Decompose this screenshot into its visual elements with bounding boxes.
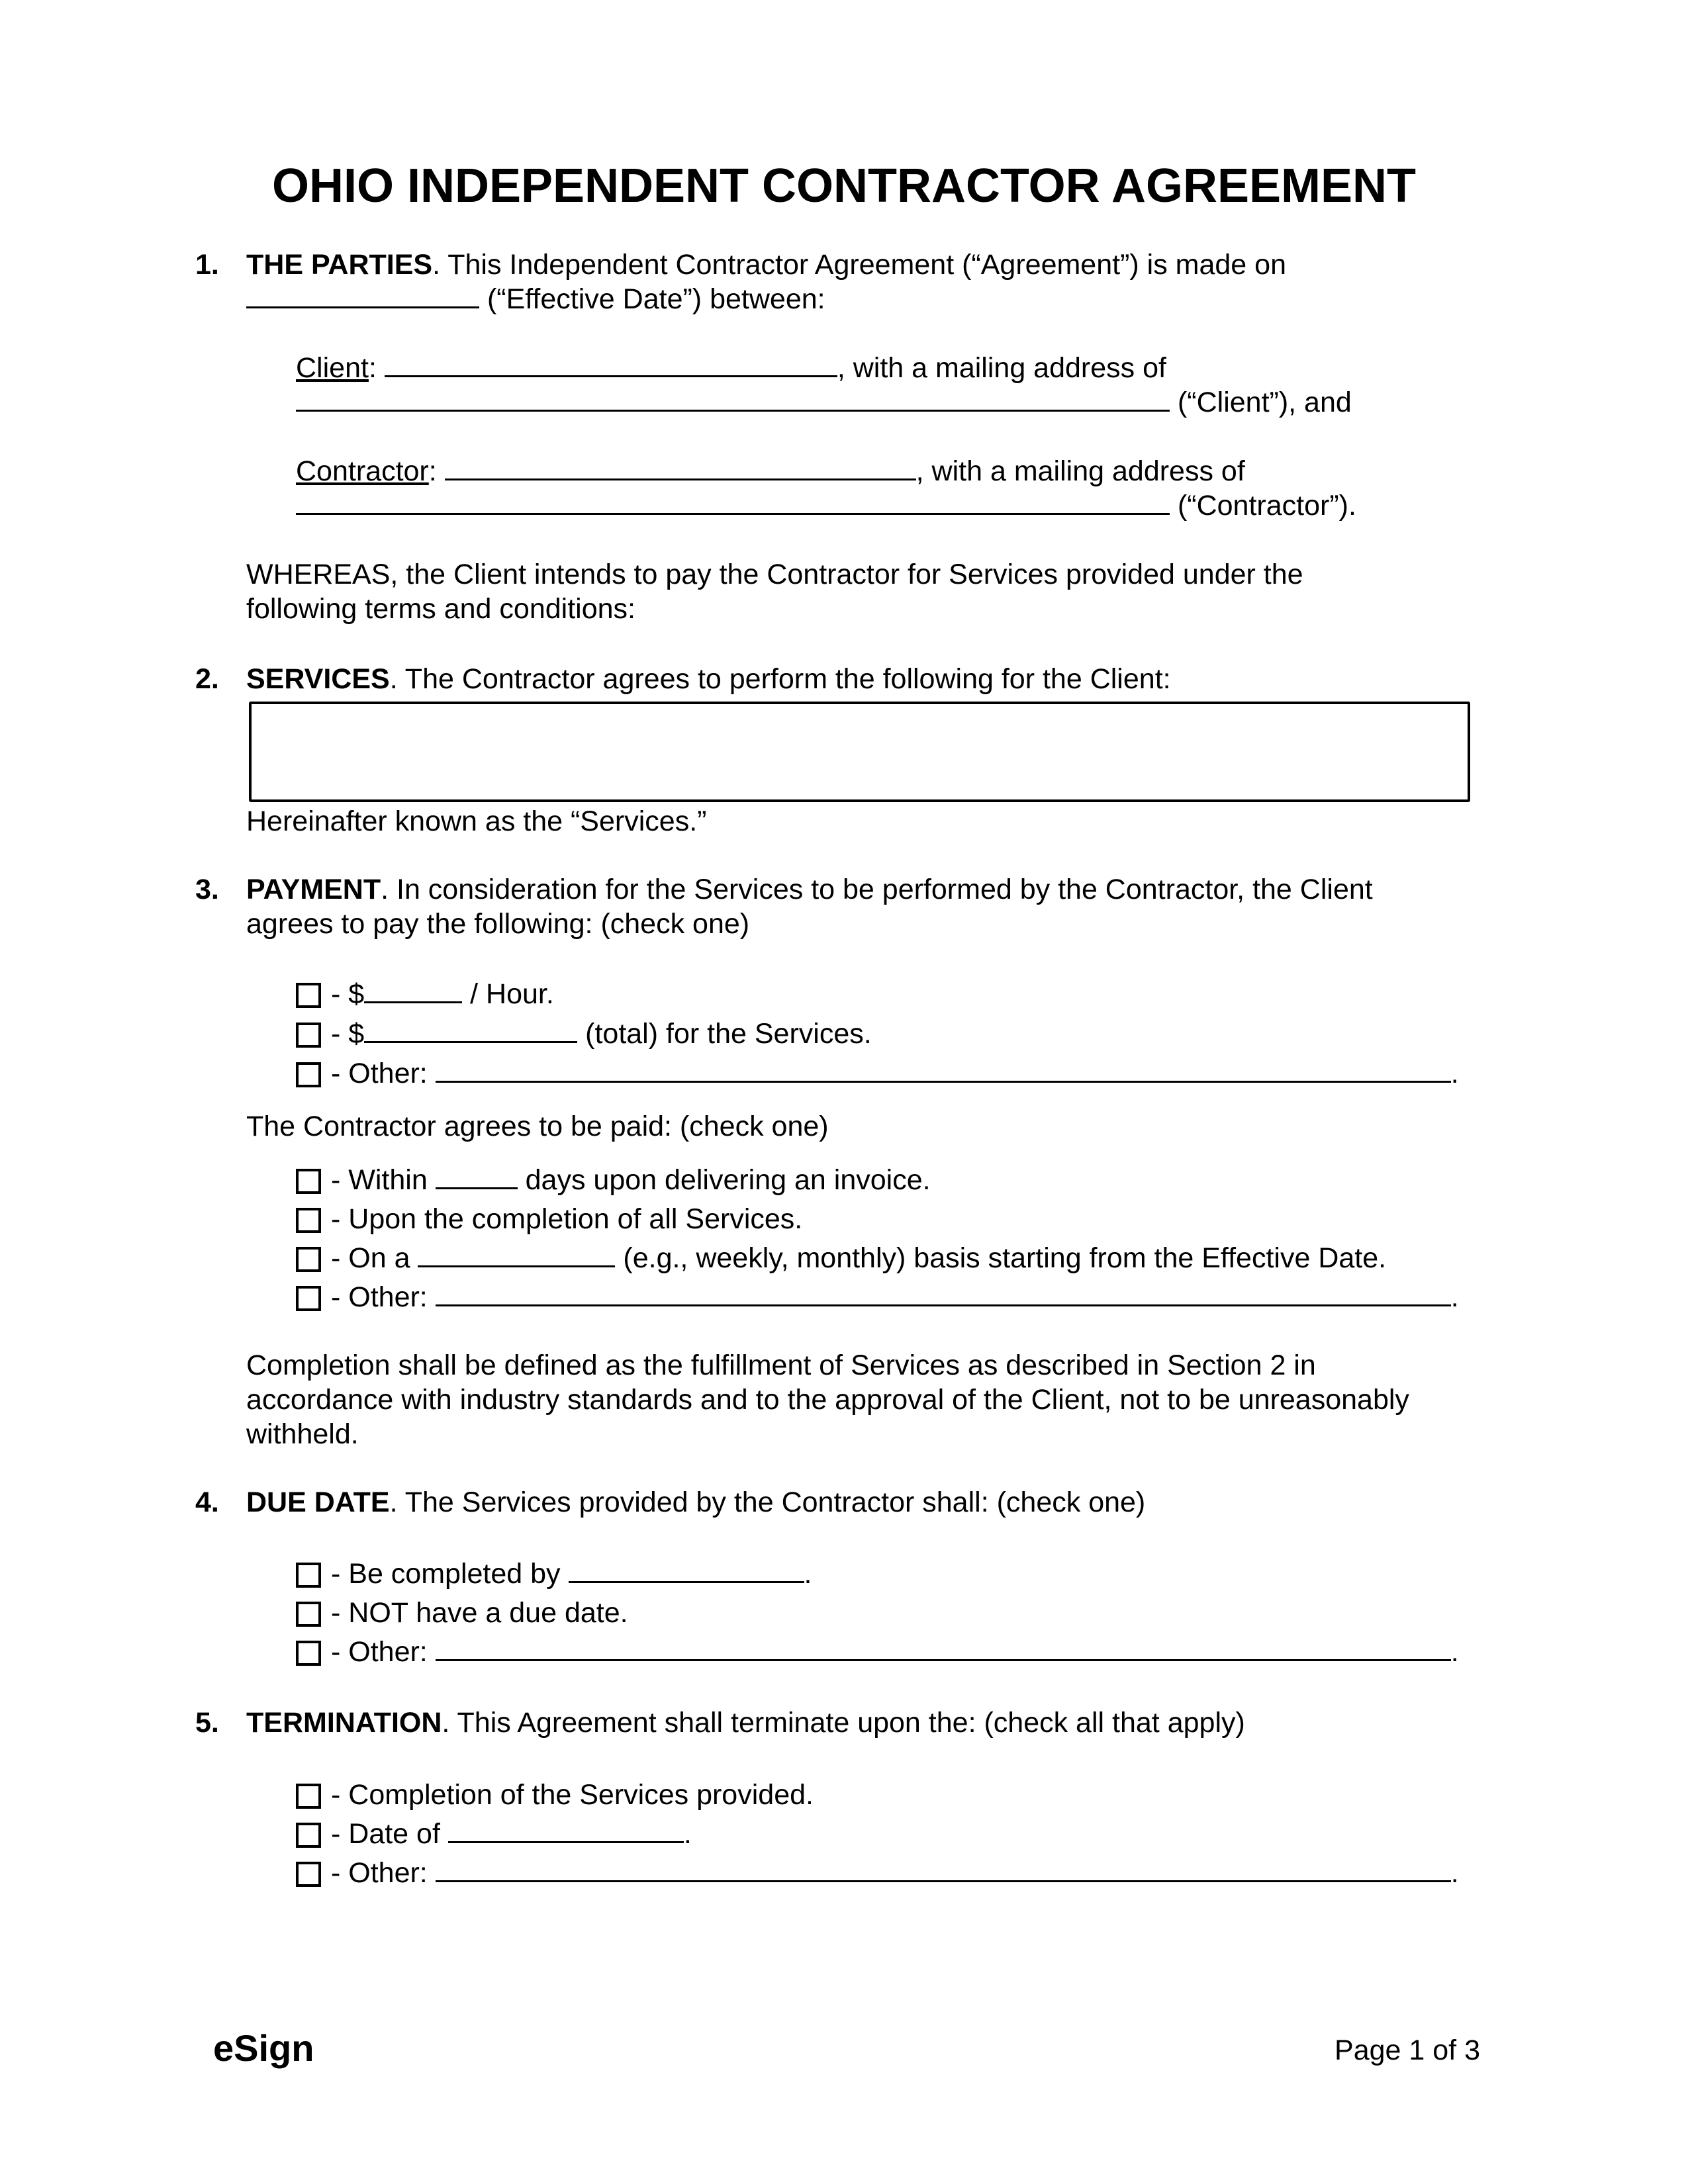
client-address-field[interactable] bbox=[296, 387, 1170, 412]
section-3-line-1 bbox=[246, 872, 1373, 907]
termination-other-option: - Other: . bbox=[331, 1857, 1459, 1889]
payment-total-option bbox=[331, 1017, 872, 1051]
effective-date-label: (“Effective Date”) between: bbox=[479, 283, 825, 315]
completion-line-2: accordance with industry standards and to the approval of the Client, not to be unreasonably bbox=[246, 1384, 1409, 1416]
whereas-line-2: following terms and conditions: bbox=[246, 593, 635, 625]
effective-date-field[interactable] bbox=[246, 284, 479, 308]
contractor-label: Contractor bbox=[296, 455, 429, 487]
payment-hourly-checkbox[interactable] bbox=[296, 983, 321, 1008]
client-line-1: Client: , with a mailing address of bbox=[296, 352, 1166, 384]
contractor-line-2 bbox=[296, 488, 1356, 523]
paid-other-field[interactable] bbox=[436, 1282, 1451, 1306]
termination-date-option: - Date of . bbox=[331, 1818, 692, 1850]
payment-other-checkbox[interactable] bbox=[296, 1062, 321, 1087]
section-1-line-1 bbox=[246, 248, 1286, 282]
paid-other-option: - Other: . bbox=[331, 1281, 1459, 1313]
payment-other-field[interactable] bbox=[436, 1058, 1451, 1083]
section-4-heading: DUE DATE bbox=[246, 1486, 390, 1518]
payment-other-option: - Other: . bbox=[331, 1058, 1459, 1089]
section-3-text: . In consideration for the Services to be performed by the Contractor, the Client bbox=[381, 874, 1373, 905]
termination-date-field[interactable] bbox=[448, 1819, 684, 1843]
due-other-checkbox[interactable] bbox=[296, 1641, 321, 1666]
section-1-line-2 bbox=[246, 282, 825, 316]
section-3-heading: PAYMENT bbox=[246, 874, 381, 905]
section-number-4: 4. bbox=[195, 1486, 219, 1518]
section-2-heading: SERVICES bbox=[246, 663, 390, 695]
section-number-1: 1. bbox=[195, 249, 219, 281]
contractor-line-1: Contractor: , with a mailing address of bbox=[296, 455, 1245, 487]
section-1-text: . This Independent Contractor Agreement (“Agreement”) is made on bbox=[432, 249, 1286, 281]
paid-days-field[interactable] bbox=[436, 1165, 518, 1189]
due-by-date-option: - Be completed by . bbox=[331, 1558, 812, 1590]
payment-total-prefix: - $ bbox=[331, 1018, 365, 1050]
paid-periodic-option bbox=[331, 1241, 1386, 1275]
section-5-line bbox=[246, 1706, 1245, 1740]
services-text-box[interactable] bbox=[249, 702, 1470, 802]
paid-period-field[interactable] bbox=[418, 1243, 615, 1267]
contractor-address-field[interactable] bbox=[296, 490, 1170, 515]
termination-completion-checkbox[interactable] bbox=[296, 1784, 321, 1809]
page-number: Page 1 of 3 bbox=[1335, 2034, 1480, 2066]
services-definition: Hereinafter known as the “Services.” bbox=[246, 805, 707, 837]
paid-other-label: - Other: bbox=[331, 1281, 436, 1313]
section-3-line-2: agrees to pay the following: (check one) bbox=[246, 908, 750, 940]
contractor-address-label: , with a mailing address of bbox=[915, 455, 1245, 487]
total-amount-field[interactable] bbox=[364, 1019, 577, 1043]
client-name-field[interactable] bbox=[385, 353, 837, 377]
completion-line-3: withheld. bbox=[246, 1418, 359, 1450]
payment-total-suffix: (total) for the Services. bbox=[577, 1018, 872, 1050]
client-label: Client bbox=[296, 352, 369, 384]
payment-hourly-option bbox=[331, 977, 554, 1011]
section-number-3: 3. bbox=[195, 874, 219, 905]
due-date-field[interactable] bbox=[569, 1559, 804, 1583]
due-other-label: - Other: bbox=[331, 1636, 436, 1668]
section-number-5: 5. bbox=[195, 1707, 219, 1739]
section-4-line bbox=[246, 1485, 1145, 1520]
paid-periodic-suffix: (e.g., weekly, monthly) basis starting from the Effective Date. bbox=[615, 1242, 1387, 1274]
paid-periodic-checkbox[interactable] bbox=[296, 1247, 321, 1272]
section-2-line bbox=[246, 662, 1171, 696]
no-due-date-option: - NOT have a due date. bbox=[331, 1597, 628, 1629]
termination-other-checkbox[interactable] bbox=[296, 1862, 321, 1887]
paid-periodic-prefix: - On a bbox=[331, 1242, 418, 1274]
termination-date-label: - Date of bbox=[331, 1818, 448, 1850]
section-1-heading: THE PARTIES bbox=[246, 249, 433, 281]
client-line-2 bbox=[296, 385, 1352, 420]
section-2-text: . The Contractor agrees to perform the following for the Client: bbox=[389, 663, 1171, 695]
paid-within-checkbox[interactable] bbox=[296, 1169, 321, 1194]
contractor-name-field[interactable] bbox=[445, 456, 916, 480]
termination-date-checkbox[interactable] bbox=[296, 1823, 321, 1848]
whereas-line-1: WHEREAS, the Client intends to pay the Contractor for Services provided under the bbox=[246, 559, 1303, 590]
due-by-date-checkbox[interactable] bbox=[296, 1563, 321, 1588]
section-5-text: . This Agreement shall terminate upon the: (check all that apply) bbox=[442, 1707, 1245, 1739]
contractor-suffix: (“Contractor”). bbox=[1170, 490, 1356, 522]
section-4-text: . The Services provided by the Contractor shall: (check one) bbox=[389, 1486, 1146, 1518]
due-other-field[interactable] bbox=[436, 1637, 1451, 1661]
paid-heading: The Contractor agrees to be paid: (check one) bbox=[246, 1111, 829, 1142]
due-by-date-label: - Be completed by bbox=[331, 1558, 569, 1590]
esign-logo: eSign bbox=[213, 2027, 314, 2069]
payment-total-checkbox[interactable] bbox=[296, 1023, 321, 1048]
no-due-date-checkbox[interactable] bbox=[296, 1602, 321, 1627]
termination-completion-option: - Completion of the Services provided. bbox=[331, 1779, 814, 1811]
due-other-option: - Other: . bbox=[331, 1636, 1459, 1668]
page-title: OHIO INDEPENDENT CONTRACTOR AGREEMENT bbox=[271, 159, 1417, 212]
client-suffix: (“Client”), and bbox=[1170, 387, 1352, 418]
paid-completion-checkbox[interactable] bbox=[296, 1208, 321, 1233]
paid-within-suffix: days upon delivering an invoice. bbox=[517, 1164, 931, 1196]
payment-hourly-suffix: / Hour. bbox=[462, 978, 554, 1010]
paid-other-checkbox[interactable] bbox=[296, 1286, 321, 1311]
section-5-heading: TERMINATION bbox=[246, 1707, 442, 1739]
payment-hourly-prefix: - $ bbox=[331, 978, 365, 1010]
payment-other-label: - Other: bbox=[331, 1058, 436, 1089]
termination-other-label: - Other: bbox=[331, 1857, 436, 1889]
paid-within-option bbox=[331, 1163, 931, 1197]
hourly-rate-field[interactable] bbox=[364, 979, 462, 1003]
termination-other-field[interactable] bbox=[436, 1858, 1451, 1882]
paid-within-prefix: - Within bbox=[331, 1164, 436, 1196]
completion-line-1: Completion shall be defined as the fulfillment of Services as described in Section 2 in bbox=[246, 1349, 1316, 1381]
paid-completion-option: - Upon the completion of all Services. bbox=[331, 1203, 803, 1235]
client-address-label: , with a mailing address of bbox=[837, 352, 1166, 384]
section-number-2: 2. bbox=[195, 663, 219, 695]
